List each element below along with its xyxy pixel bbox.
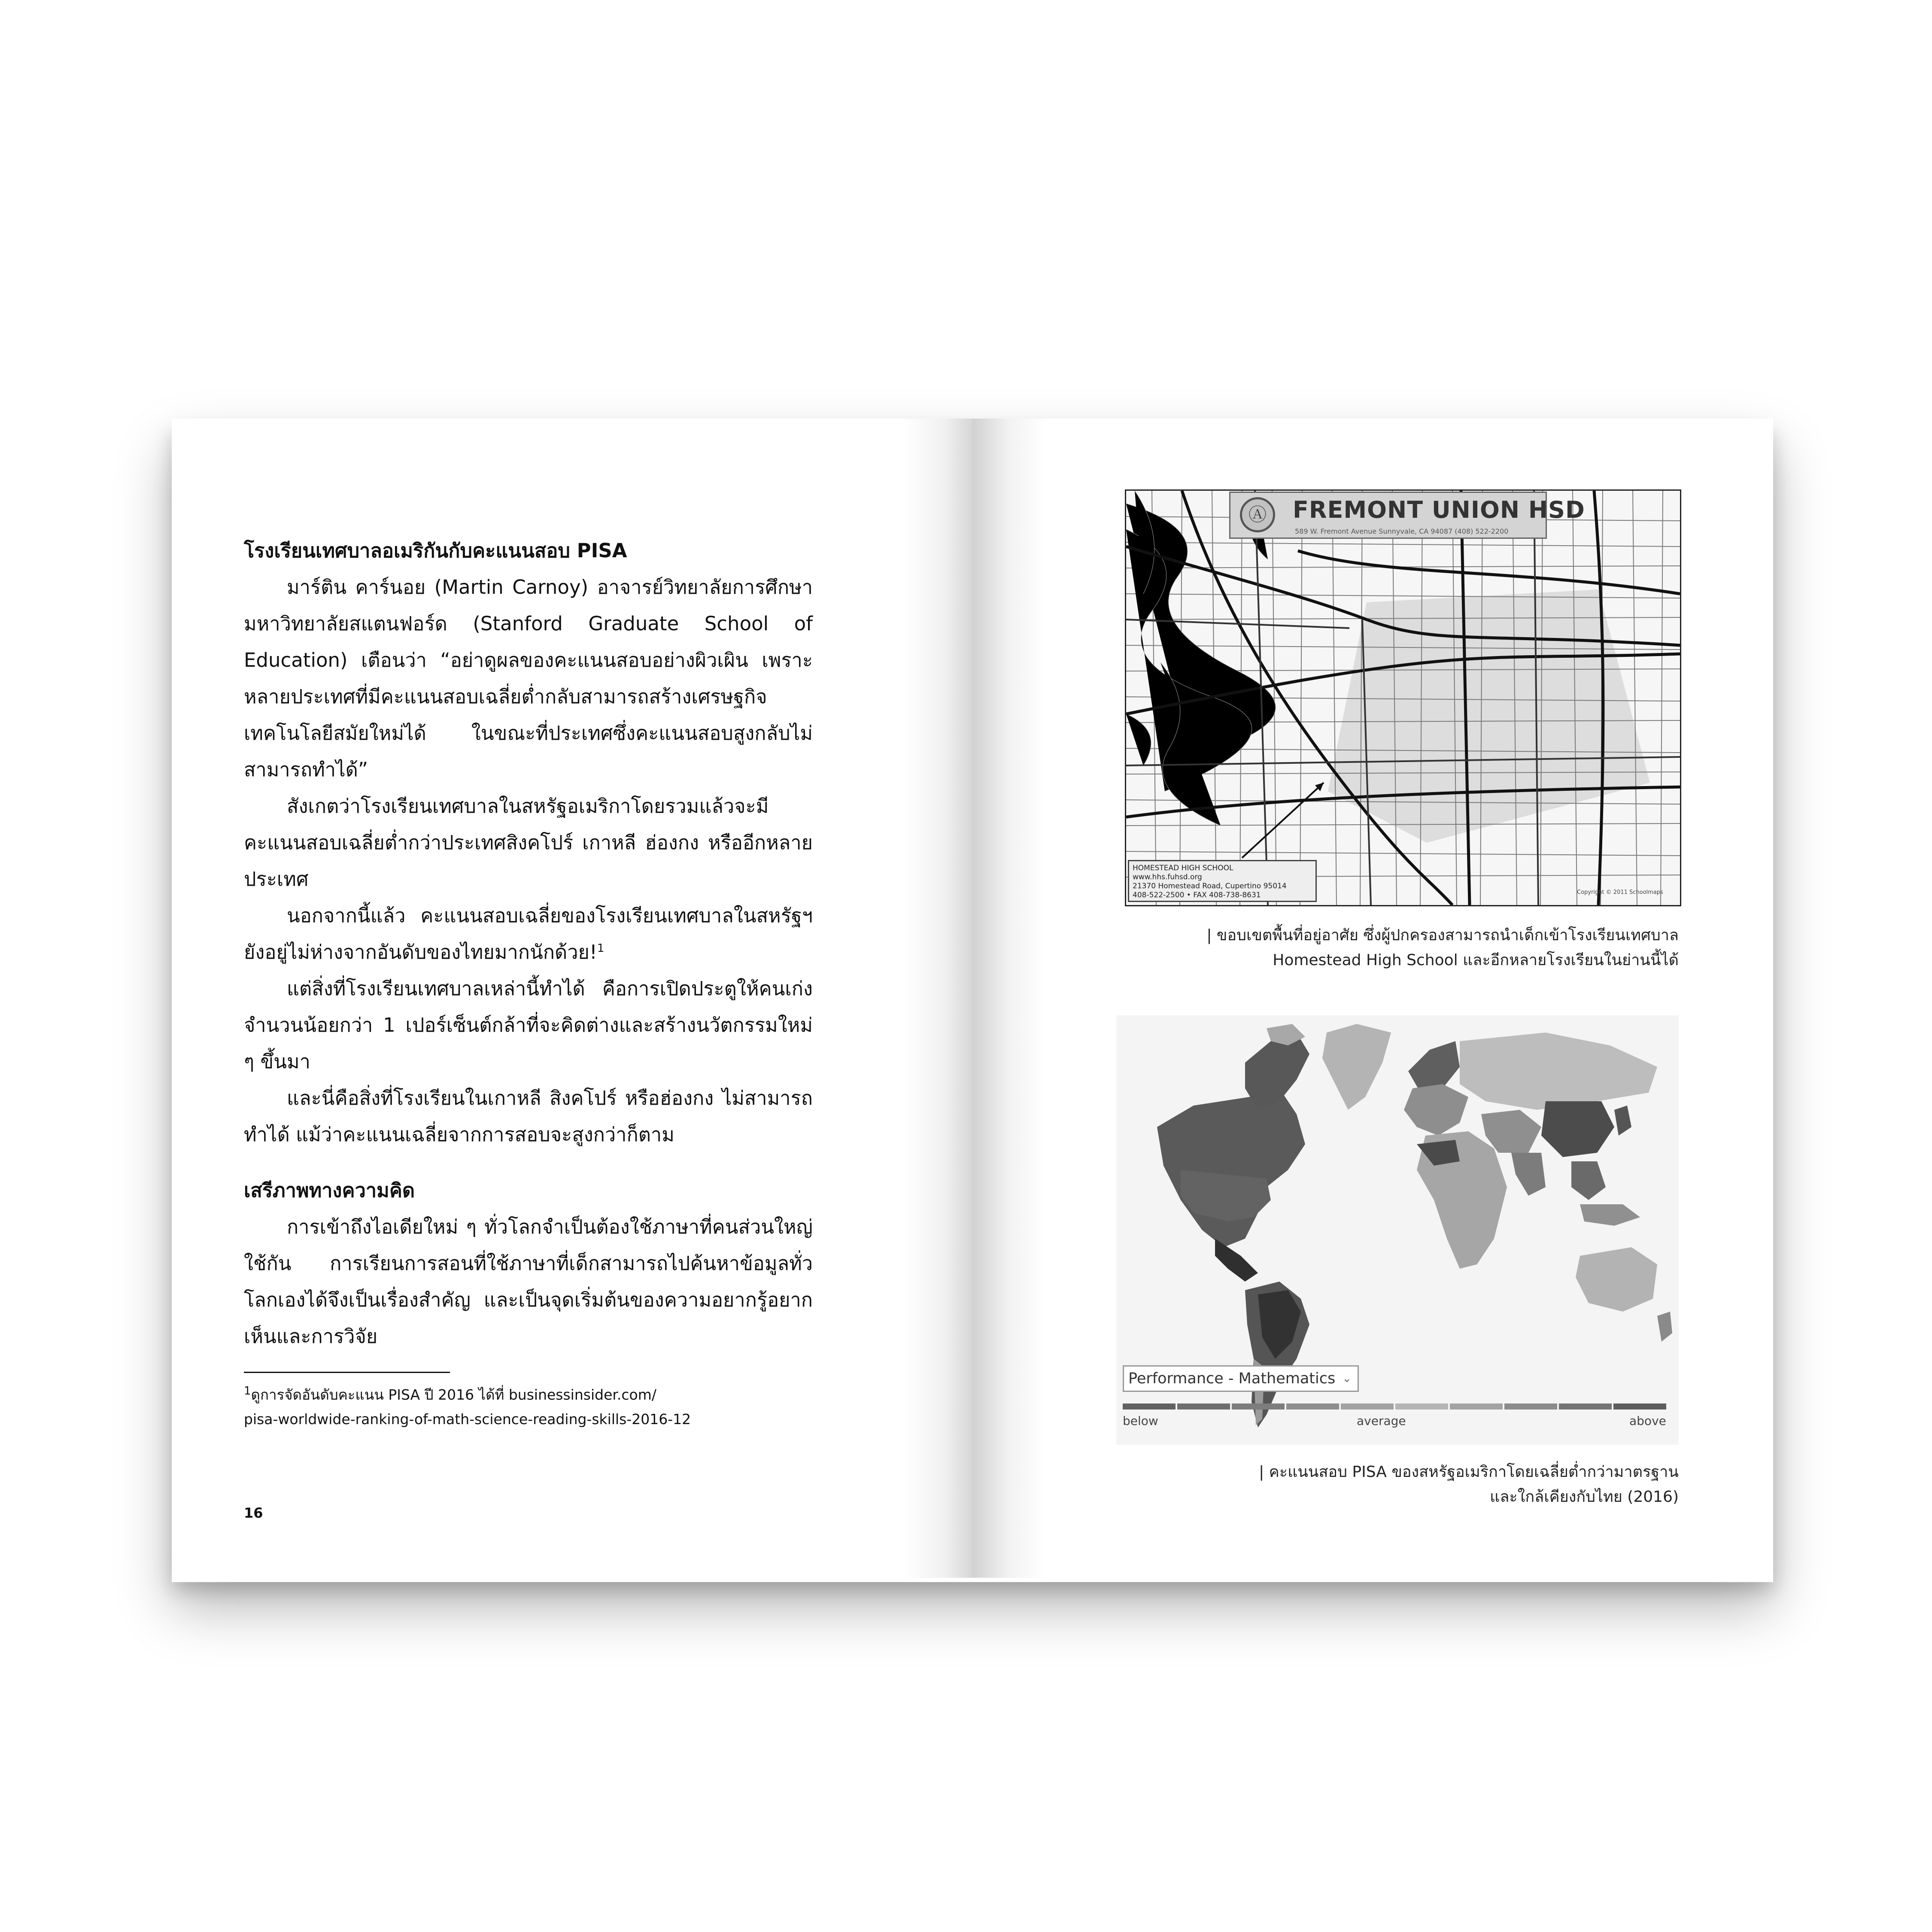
left-page [172,419,972,1578]
legend-swatch [1177,1403,1230,1410]
world-map [1116,1015,1679,1445]
school-info-line: 408-522-2500 • FAX 408-738-8631 [1133,891,1261,899]
district-banner [1229,492,1585,539]
legend-swatch [1395,1403,1448,1410]
district-address: 589 W. Fremont Avenue Sunnyvale, CA 94087 (408) 522-2200 [1295,527,1509,535]
district-seal-icon: Ⓐ [1240,497,1275,532]
section-freedom [244,1172,813,1355]
caption-line: | คะแนนสอบ PISA ของสหรัฐอเมริกาโดยเฉลี่ยต่ำกว่ามาตรฐาน [1259,1463,1679,1481]
legend-swatch [1504,1403,1557,1410]
district-name: FREMONT UNION HSD [1293,496,1585,523]
legend-swatch [1123,1403,1176,1410]
paragraph: มาร์ติน คาร์นอย (Martin Carnoy) อาจารย์วิทยาลัยการศึกษามหาวิทยาลัยสแตนฟอร์ด (Stanford Graduate School of Education) เตือนว่า “อย่าดูผลของคะแนนสอบอย่างผิวเผิน เพราะหลายประเทศที่มีคะแนนสอบเฉลี่ยต่ำกลับสามารถสร้างเศรษฐกิจเทคโนโลยีสมัยใหม่ได้ ในขณะที่ประเทศซึ่งคะแนนสอบสูงกลับไม่สามารถทำได้” [244,576,813,781]
chevron-down-icon: ⌄ [1342,1372,1352,1385]
legend-label-below: below [1123,1414,1158,1428]
school-info-line: 21370 Homestead Road, Cupertino 95014 [1133,882,1287,890]
performance-select-value: Performance - Mathematics [1128,1370,1336,1387]
section-heading: เสรีภาพทางความคิด [244,1179,415,1202]
caption-line: Homestead High School และอีกหลายโรงเรียนในย่านนี้ได้ [1273,951,1679,969]
legend-swatch [1613,1403,1666,1410]
legend-label-above: above [1629,1414,1666,1428]
footnote-line: ดูการจัดอันดับคะแนน PISA ปี 2016 ได้ที่ businessinsider.com/ [251,1386,656,1403]
legend-scale [1123,1403,1668,1410]
school-info-line: HOMESTEAD HIGH SCHOOL [1133,864,1233,872]
page-number: 16 [244,1505,263,1521]
legend-swatch [1450,1403,1503,1410]
paragraph [244,897,813,970]
gutter-shade [972,419,1045,1578]
footnote-line: pisa-worldwide-ranking-of-math-science-reading-skills-2016-12 [244,1411,691,1428]
footnote-mark: 1 [244,1385,251,1397]
street-map [1125,489,1681,906]
legend-swatch [1232,1403,1285,1410]
map-caption [1121,923,1679,973]
gutter-shade [904,419,972,1578]
section-heading: โรงเรียนเทศบาลอเมริกันกับคะแนนสอบ PISA [244,539,627,562]
paragraph: การเข้าถึงไอเดียใหม่ ๆ ทั่วโลกจำเป็นต้องใช้ภาษาที่คนส่วนใหญ่ใช้กัน การเรียนการสอนที่ใช้ภาษาที่เด็กสามารถไปค้นหาข้อมูลทั่วโลกเองได้จึงเป็นเรื่องสำคัญ และเป็นจุดเริ่มต้นของความอยากรู้อยากเห็นและการวิจัย [244,1215,813,1348]
performance-select[interactable] [1123,1365,1359,1392]
paragraph: สังเกตว่าโรงเรียนเทศบาลในสหรัฐอเมริกาโดยรวมแล้วจะมีคะแนนสอบเฉลี่ยต่ำกว่าประเทศสิงคโปร์ เกาหลี ฮ่องกง หรืออีกหลายประเทศ [244,795,813,890]
legend-swatch [1559,1403,1612,1410]
paragraph: แต่สิ่งที่โรงเรียนเทศบาลเหล่านี้ทำได้ คือการเปิดประตูให้คนเก่งจำนวนน้อยกว่า 1 เปอร์เซ็นต์กล้าที่จะคิดต่างและสร้างนวัตกรรมใหม่ ๆ ขึ้นมา [244,977,813,1073]
right-page [972,419,1773,1578]
legend-swatch [1341,1403,1394,1410]
footnote-divider [244,1372,450,1373]
footnote [244,1382,802,1431]
paragraph: และนี่คือสิ่งที่โรงเรียนในเกาหลี สิงคโปร์ หรือฮ่องกง ไม่สามารถทำได้ แม้ว่าคะแนนเฉลี่ยจากการสอบจะสูงกว่าก็ตาม [244,1087,813,1146]
section-pisa [244,532,813,1153]
street-grid-drawing [1126,491,1680,905]
school-info-box [1128,860,1317,902]
legend-label-average: average [1357,1414,1406,1428]
footnote-reference[interactable]: 1 [597,942,605,955]
caption-line: และใกล้เคียงกับไทย (2016) [1490,1488,1679,1506]
world-map-caption [1121,1460,1679,1510]
school-info-line: www.hhs.fuhsd.org [1133,873,1202,881]
legend-swatch [1286,1403,1339,1410]
caption-line: | ขอบเขตพื้นที่อยู่อาศัย ซึ่งผู้ปกครองสามารถนำเด็กเข้าโรงเรียนเทศบาล [1206,927,1679,944]
paragraph-text: นอกจากนี้แล้ว คะแนนสอบเฉลี่ยของโรงเรียนเทศบาลในสหรัฐฯ ยังอยู่ไม่ห่างจากอันดับของไทยมากนักด้วย! [244,904,813,963]
map-copyright: Copyright © 2011 Schoolmaps [1577,889,1663,896]
